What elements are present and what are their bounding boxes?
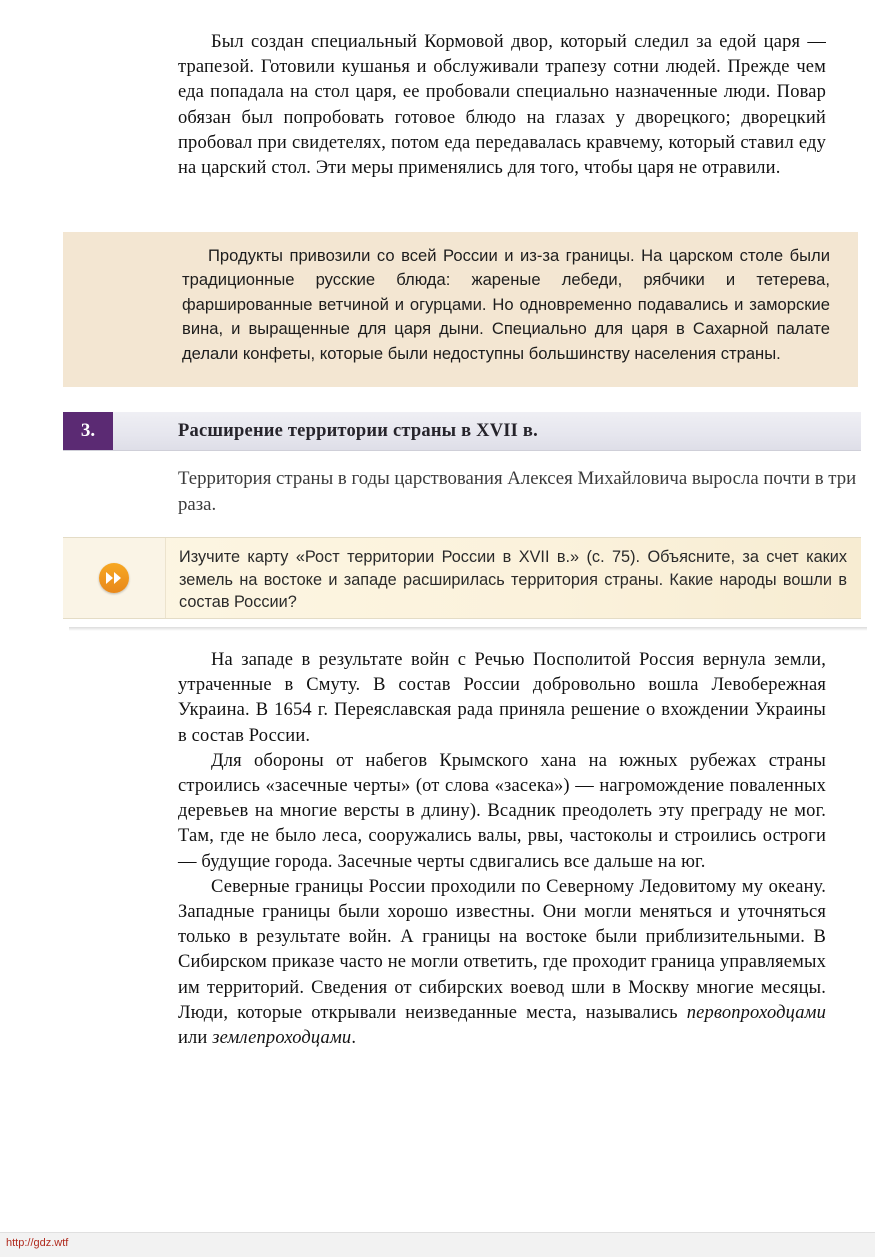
section-block [63, 412, 861, 627]
highlight-box-inner [182, 244, 830, 366]
section-title: Расширение территории страны в XVII в. [178, 421, 538, 441]
paragraph-text-middle: или [178, 1028, 213, 1049]
task-text: Изучите карту «Рост территории России в XVII в.» (с. 75). Объясните, за счет каких земель на востоке и западе расширилась территория страны. Какие народы вошли в состав России? [179, 548, 847, 612]
highlight-box [63, 232, 858, 387]
task-strip [63, 537, 861, 619]
paragraph: Был создан специальный Кормовой двор, который следил за едой царя — трапезой. Готовили кушанья и обслуживали трапезу сотни людей. Прежде чем еда попадала на стол царя, ее пробовали специально назначенные люди. Повар обязан был попробовать готовое блюдо на глазах у дворецкого; дворецкий пробовал при свидетелях, потом еда передавалась кравчему, который ставил еду на царский стол. Эти меры применялись для того, чтобы царя не отравили. [178, 32, 826, 179]
term-pervoprohodcy: первопроходцами [686, 1002, 826, 1023]
footer-url-link[interactable]: http://gdz.wtf [6, 1237, 69, 1249]
play-double-icon [99, 563, 129, 593]
highlight-box-text: Продукты привозили со всей России и из-за границы. На царском столе были традиционные русские блюда: жареные лебеди, рябчики и тетерева, фаршированные ветчиной и огурцами. Но одновременно подавались и заморские вина, и выращенные для царя дыни. Специально для царя в Сахарной палате делали конфеты, которые были недоступны большинству населения страны. [182, 246, 830, 363]
paragraph-text-part1: Северные границы России проходили по Северному Ледовитому му океану. Западные границы были хорошо известны. Они могли меняться и уточняться только в результате войн. А границы на востоке были приблизительными. В Сибирском приказе часто не могли ответить, где проходит граница управляемых им территорий. Сведения от сибирских воевод шли в Москву многие месяцы. Люди, которые открывали неизведанные места, назывались [178, 876, 826, 1023]
strip-shadow [69, 627, 867, 631]
paragraph-text-end: . [351, 1028, 357, 1049]
section-lead-text: Территория страны в годы царствования Алексея Михайловича выросла почти в три раза. [178, 468, 857, 515]
bottom-text-block [178, 648, 826, 1051]
paragraph-with-terms [178, 875, 826, 1051]
term-zemleprohodcy: землепроходцами [212, 1028, 352, 1049]
section-number: 3. [63, 412, 113, 450]
top-text-block [178, 30, 826, 181]
footer-bar [0, 1232, 875, 1257]
section-header [63, 412, 861, 451]
task-icon-container [63, 538, 166, 618]
paragraph: На западе в результате войн с Речью Посполитой Россия вернула земли, утраченные в Смуту. В состав России добровольно вошла Левобережная Украина. В 1654 г. Переяславская рада приняла решение о вхождении Украины в состав России. [178, 650, 826, 746]
paragraph: Для обороны от набегов Крымского хана на южных рубежах страны строились «засечные черты» (от слова «засека») — нагромождение поваленных деревьев на многие версты в длину). Всадник преодолеть эту преграду не мог. Там, где не было леса, сооружались валы, рвы, частоколы и строились остроги — будущие города. Засечные черты сдвигались все дальше на юг. [178, 750, 826, 872]
